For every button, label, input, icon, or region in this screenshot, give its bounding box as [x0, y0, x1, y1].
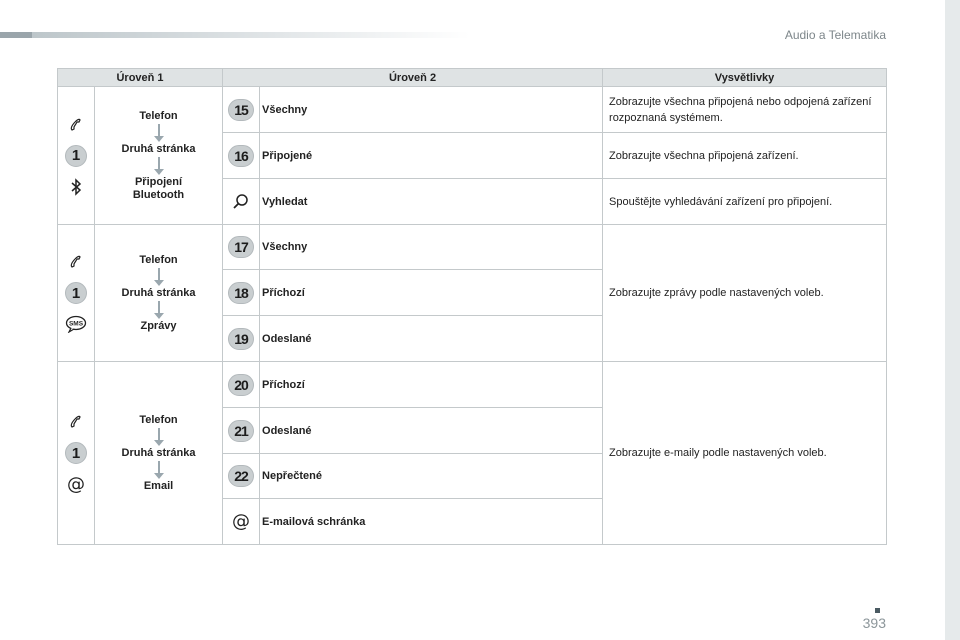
table-row: [58, 362, 887, 408]
column-header-level2: Úroveň 2: [223, 69, 603, 87]
explanation-text: Zobrazujte všechna připojená nebo odpojená zařízení rozpoznaná systémem.: [603, 87, 887, 133]
item-badge: 18: [228, 282, 254, 304]
at-icon: @: [67, 473, 85, 495]
item-number-cell: [223, 270, 260, 316]
phone-icon: [65, 114, 87, 136]
item-icon-cell: [223, 179, 260, 225]
item-number-cell: [223, 408, 260, 454]
table-row: [58, 225, 887, 270]
svg-text:SMS: SMS: [68, 320, 84, 328]
item-number-cell: [223, 454, 260, 499]
level2-label: Připojené: [260, 133, 603, 179]
arrow-down-icon: [154, 123, 164, 143]
column-header-explanation: Vysvětlivky: [603, 69, 887, 87]
level1-icon-cell: [58, 225, 95, 362]
item-number-cell: [223, 316, 260, 362]
bluetooth-icon: [65, 176, 87, 198]
phone-icon: [65, 251, 87, 273]
item-badge: 21: [228, 420, 254, 442]
flow-step-phone: Telefon: [139, 109, 178, 122]
page-marker-dot: [875, 608, 880, 613]
header-accent-bar: [0, 32, 470, 38]
explanation-text: Zobrazujte e-maily podle nastavených voleb.: [603, 362, 887, 545]
flow-step-second-page: Druhá stránka: [121, 286, 196, 299]
page-edge-strip: [945, 0, 960, 640]
level2-label: Příchozí: [260, 362, 603, 408]
item-badge: 19: [228, 328, 254, 350]
level1-flow-cell: [95, 87, 223, 225]
flow-step-phone: Telefon: [139, 253, 178, 266]
table-header-row: [58, 69, 887, 87]
level1-icon-cell: [58, 362, 95, 545]
item-badge: 16: [228, 145, 254, 167]
arrow-down-icon: [154, 460, 164, 480]
level2-label: E-mailová schránka: [260, 499, 603, 545]
menu-table: [57, 68, 887, 545]
sms-icon: [65, 313, 87, 335]
flow-step-second-page: Druhá stránka: [121, 446, 196, 459]
level-badge: 1: [65, 282, 87, 304]
level2-label: Všechny: [260, 225, 603, 270]
column-header-level1: Úroveň 1: [58, 69, 223, 87]
arrow-down-icon: [154, 156, 164, 176]
table-row: [58, 87, 887, 133]
item-badge: 22: [228, 465, 254, 487]
item-number-cell: [223, 225, 260, 270]
item-number-cell: [223, 362, 260, 408]
explanation-text: Zobrazujte zprávy podle nastavených voleb.: [603, 225, 887, 362]
search-icon: [230, 191, 252, 213]
level2-label: Odeslané: [260, 316, 603, 362]
explanation-text: Spouštějte vyhledávání zařízení pro připojení.: [603, 179, 887, 225]
flow-step-messages: Zprávy: [140, 319, 177, 332]
level-badge: 1: [65, 442, 87, 464]
flow-step-email: Email: [143, 479, 174, 492]
level-badge: 1: [65, 145, 87, 167]
level1-icon-cell: [58, 87, 95, 225]
flow-step-second-page: Druhá stránka: [121, 142, 196, 155]
item-icon-cell: [223, 499, 260, 545]
arrow-down-icon: [154, 300, 164, 320]
level2-label: Vyhledat: [260, 179, 603, 225]
flow-step-phone: Telefon: [139, 413, 178, 426]
item-badge: 17: [228, 236, 254, 258]
section-title: Audio a Telematika: [784, 28, 886, 42]
level1-flow-cell: [95, 362, 223, 545]
phone-icon: [65, 411, 87, 433]
flow-step-bluetooth: Připojení Bluetooth: [132, 175, 185, 201]
level2-label: Všechny: [260, 87, 603, 133]
item-number-cell: [223, 133, 260, 179]
level1-flow-cell: [95, 225, 223, 362]
level2-label: Příchozí: [260, 270, 603, 316]
page-number-text: 393: [862, 615, 886, 631]
item-number-cell: [223, 87, 260, 133]
arrow-down-icon: [154, 267, 164, 287]
at-icon: @: [232, 511, 251, 532]
item-badge: 15: [228, 99, 254, 121]
level2-label: Nepřečtené: [260, 454, 603, 499]
header-accent-segment: [0, 32, 32, 38]
arrow-down-icon: [154, 427, 164, 447]
item-badge: 20: [228, 374, 254, 396]
page-number: [863, 608, 886, 631]
level2-label: Odeslané: [260, 408, 603, 454]
explanation-text: Zobrazujte všechna připojená zařízení.: [603, 133, 887, 179]
